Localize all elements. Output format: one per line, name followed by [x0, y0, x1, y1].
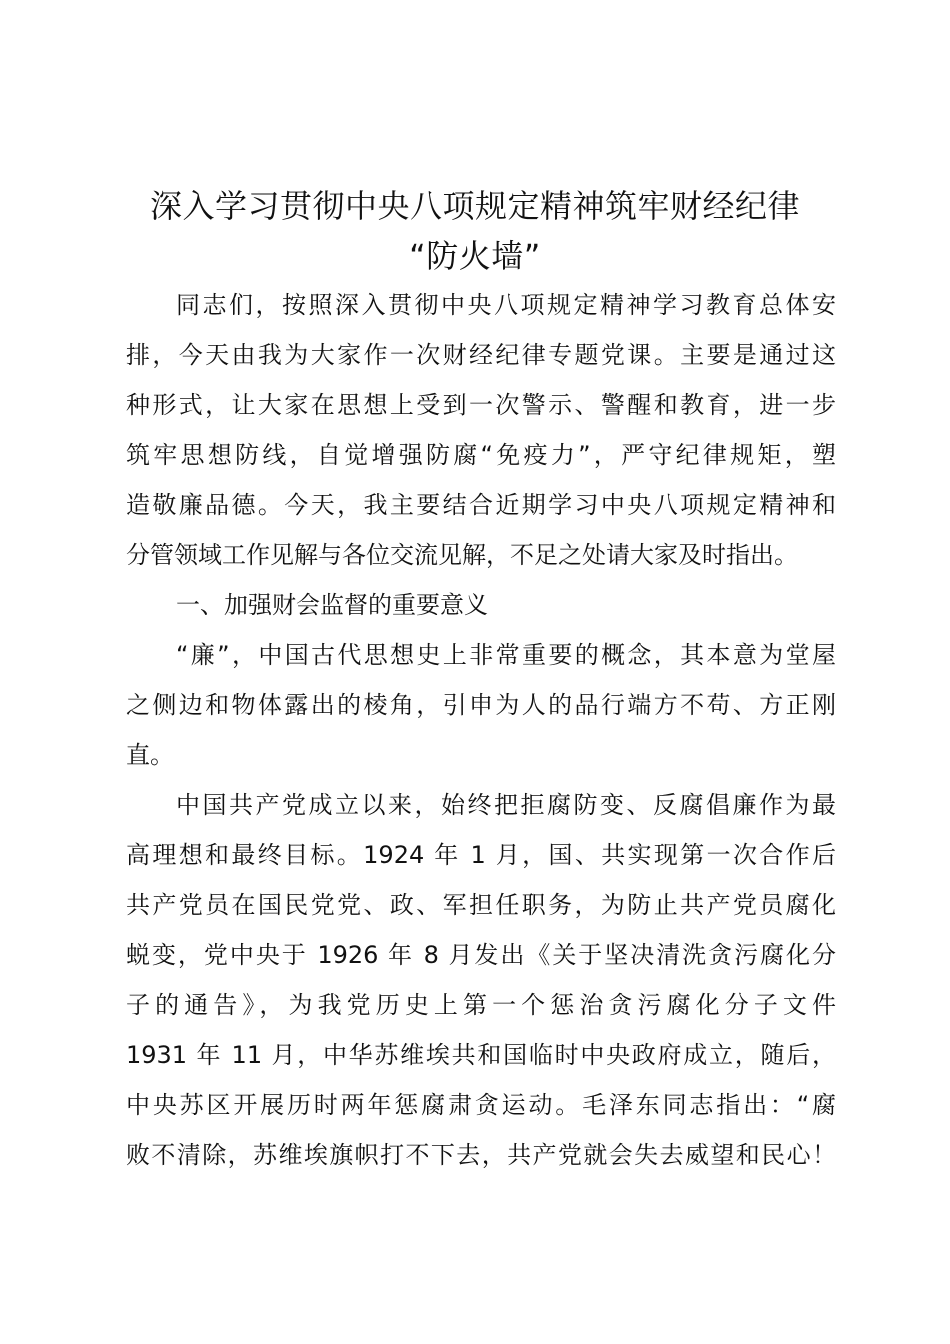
text-line: 中国共产党成立以来，始终把拒腐防变、反腐倡廉作为最 — [176, 791, 836, 819]
document-body — [126, 280, 836, 1180]
document-title-line1: 深入学习贯彻中央八项规定精神筑牢财经纪律 — [149, 187, 800, 225]
text-line: “廉”，中国古代思想史上非常重要的概念，其本意为堂屋 — [176, 641, 836, 669]
text-line: 共产党员在国民党党、政、军担任职务，为防止共产党员腐化 — [126, 891, 836, 919]
text-line: 种形式，让大家在思想上受到一次警示、警醒和教育，进一步 — [126, 391, 836, 419]
section-heading: 一、加强财会监督的重要意义 — [176, 591, 488, 619]
text-line: 中央苏区开展历时两年惩腐肃贪运动。毛泽东同志指出：“腐 — [126, 1091, 836, 1119]
text-line: 高理想和最终目标。1924 年 1 月，国、共实现第一次合作后 — [126, 841, 836, 869]
text-line: 同志们，按照深入贯彻中央八项规定精神学习教育总体安 — [176, 291, 836, 319]
text-line: 蜕变，党中央于 1926 年 8 月发出《关于坚决清洗贪污腐化分 — [126, 941, 836, 969]
text-line: 筑牢思想防线，自觉增强防腐“免疫力”，严守纪律规矩，塑 — [126, 441, 836, 469]
text-line: 造敬廉品德。今天，我主要结合近期学习中央八项规定精神和 — [126, 491, 836, 519]
text-line: 子的通告》，为我党历史上第一个惩治贪污腐化分子文件 — [126, 991, 836, 1019]
text-line: 直。 — [126, 741, 174, 769]
text-line: 分管领域工作见解与各位交流见解，不足之处请大家及时指出。 — [126, 541, 798, 569]
text-line: 1931 年 11 月，中华苏维埃共和国临时中央政府成立，随后， — [126, 1041, 836, 1069]
text-line: 败不清除，苏维埃旗帜打不下去，共产党就会失去威望和民心！ — [126, 1141, 836, 1169]
document-title-line2: “防火墙” — [409, 237, 541, 275]
text-line: 之侧边和物体露出的棱角，引申为人的品行端方不苟、方正刚 — [126, 691, 836, 719]
text-line: 排，今天由我为大家作一次财经纪律专题党课。主要是通过这 — [126, 341, 836, 369]
